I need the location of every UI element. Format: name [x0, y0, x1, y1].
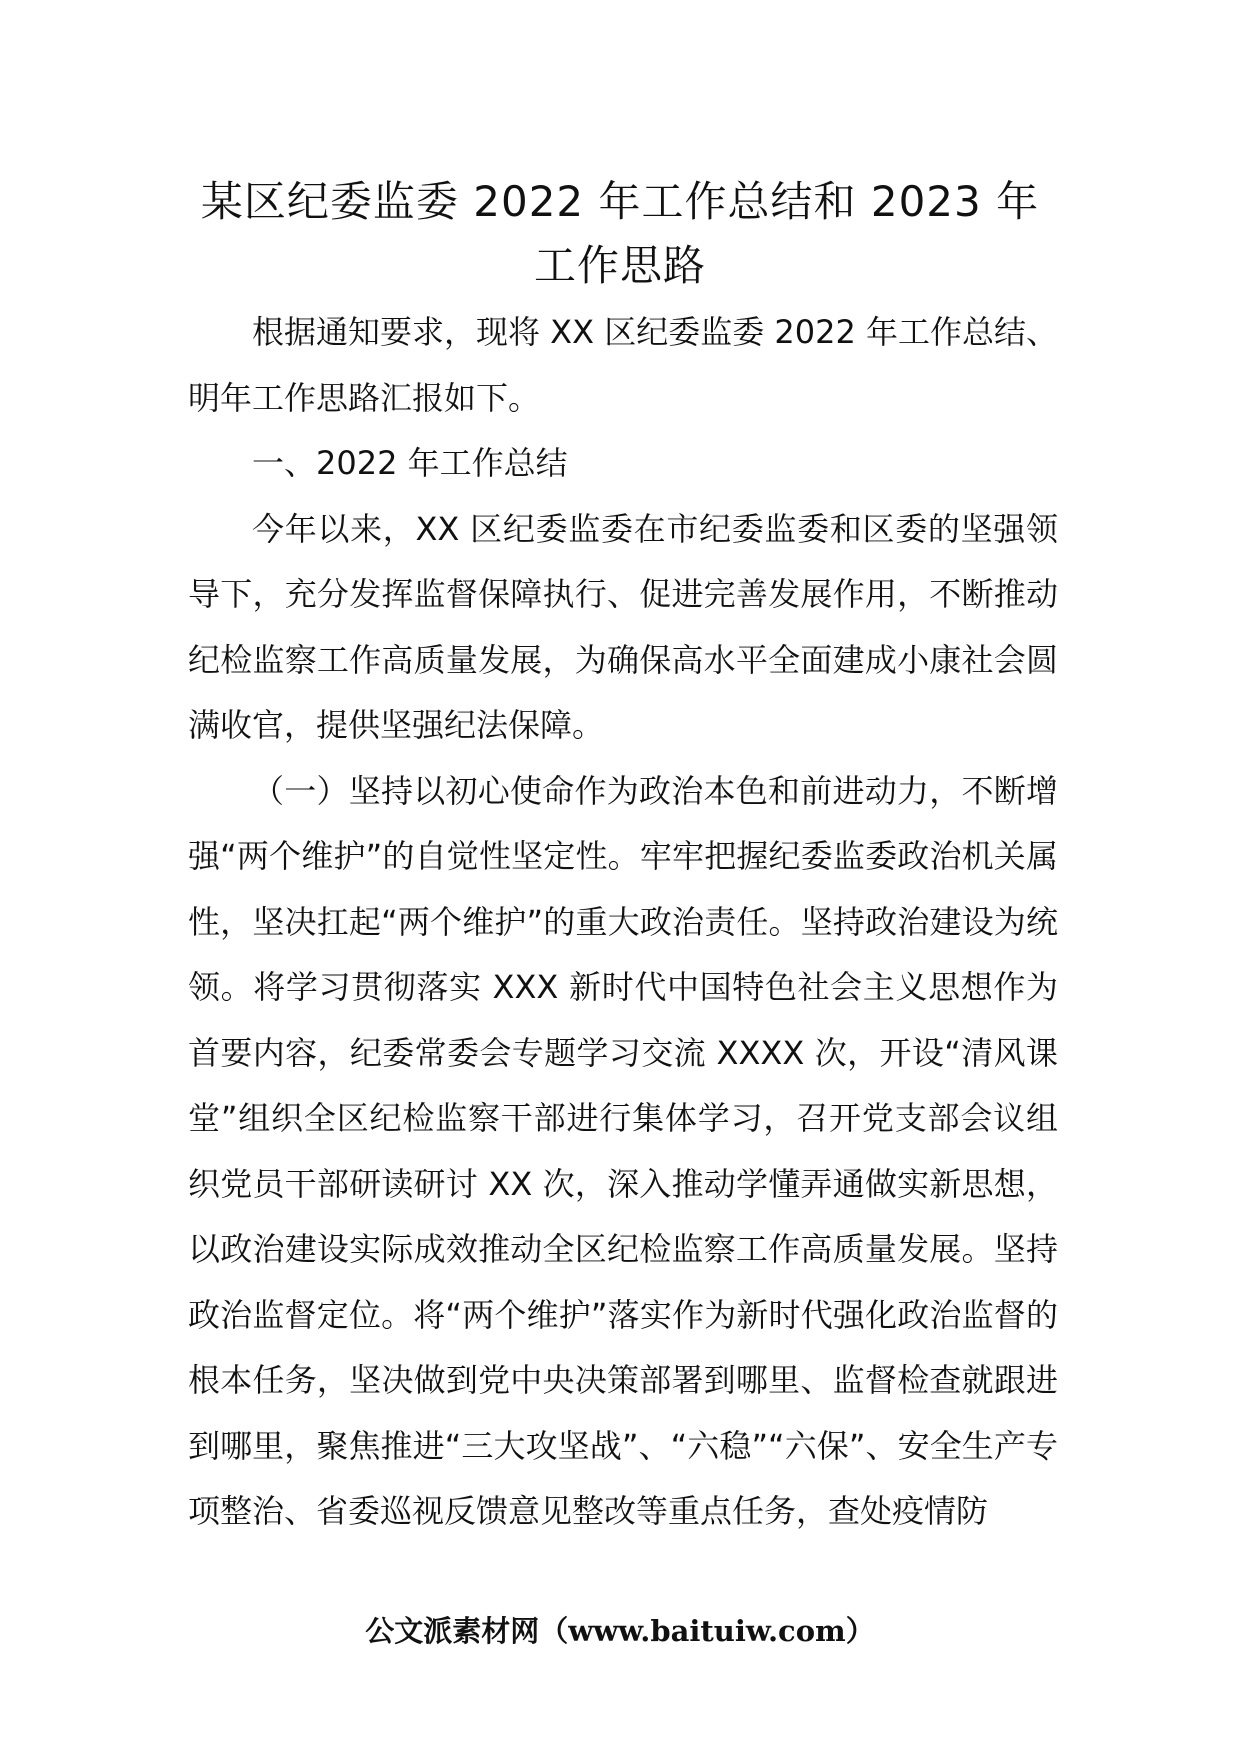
- intro-paragraph: 根据通知要求，现将 XX 区纪委监委 2022 年工作总结、明年工作思路汇报如下。: [188, 313, 1058, 417]
- document-body: [188, 300, 1058, 1545]
- subsection-paragraph: （一）坚持以初心使命作为政治本色和前进动力，不断增强“两个维护”的自觉性坚定性。牢牢把握纪委监委政治机关属性，坚决扛起“两个维护”的重大政治责任。坚持政治建设为统领。将学习贯彻落实 XXX 新时代中国特色社会主义思想作为首要内容，纪委常委会专题学习交流 XXXX 次，开设“清风课堂”组织全区纪检监察干部进行集体学习，召开党支部会议组织党员干部研读研讨 XX 次，深入推动学懂弄通做实新思想，以政治建设实际成效推动全区纪检监察工作高质量发展。坚持政治监督定位。将“两个维护”落实作为新时代强化政治监督的根本任务，坚决做到党中央决策部署到哪里、监督检查就跟进到哪里，聚焦推进“三大攻坚战”、“六稳”“六保”、安全生产专项整治、省委巡视反馈意见整改等重点任务，查处疫情防: [188, 771, 1058, 1530]
- section-heading: 一、2022 年工作总结: [252, 444, 568, 482]
- footer-watermark: 公文派素材网（www.baituiw.com）: [365, 1614, 875, 1648]
- document-title-line-1: 某区纪委监委 2022 年工作总结和 2023 年: [200, 177, 1040, 226]
- document-title-line-2: 工作思路: [533, 241, 706, 290]
- summary-paragraph: 今年以来，XX 区纪委监委在市纪委监委和区委的坚强领导下，充分发挥监督保障执行、促进完善发展作用，不断推动纪检监察工作高质量发展，为确保高水平全面建成小康社会圆满收官，提供坚强纪法保障。: [188, 509, 1058, 744]
